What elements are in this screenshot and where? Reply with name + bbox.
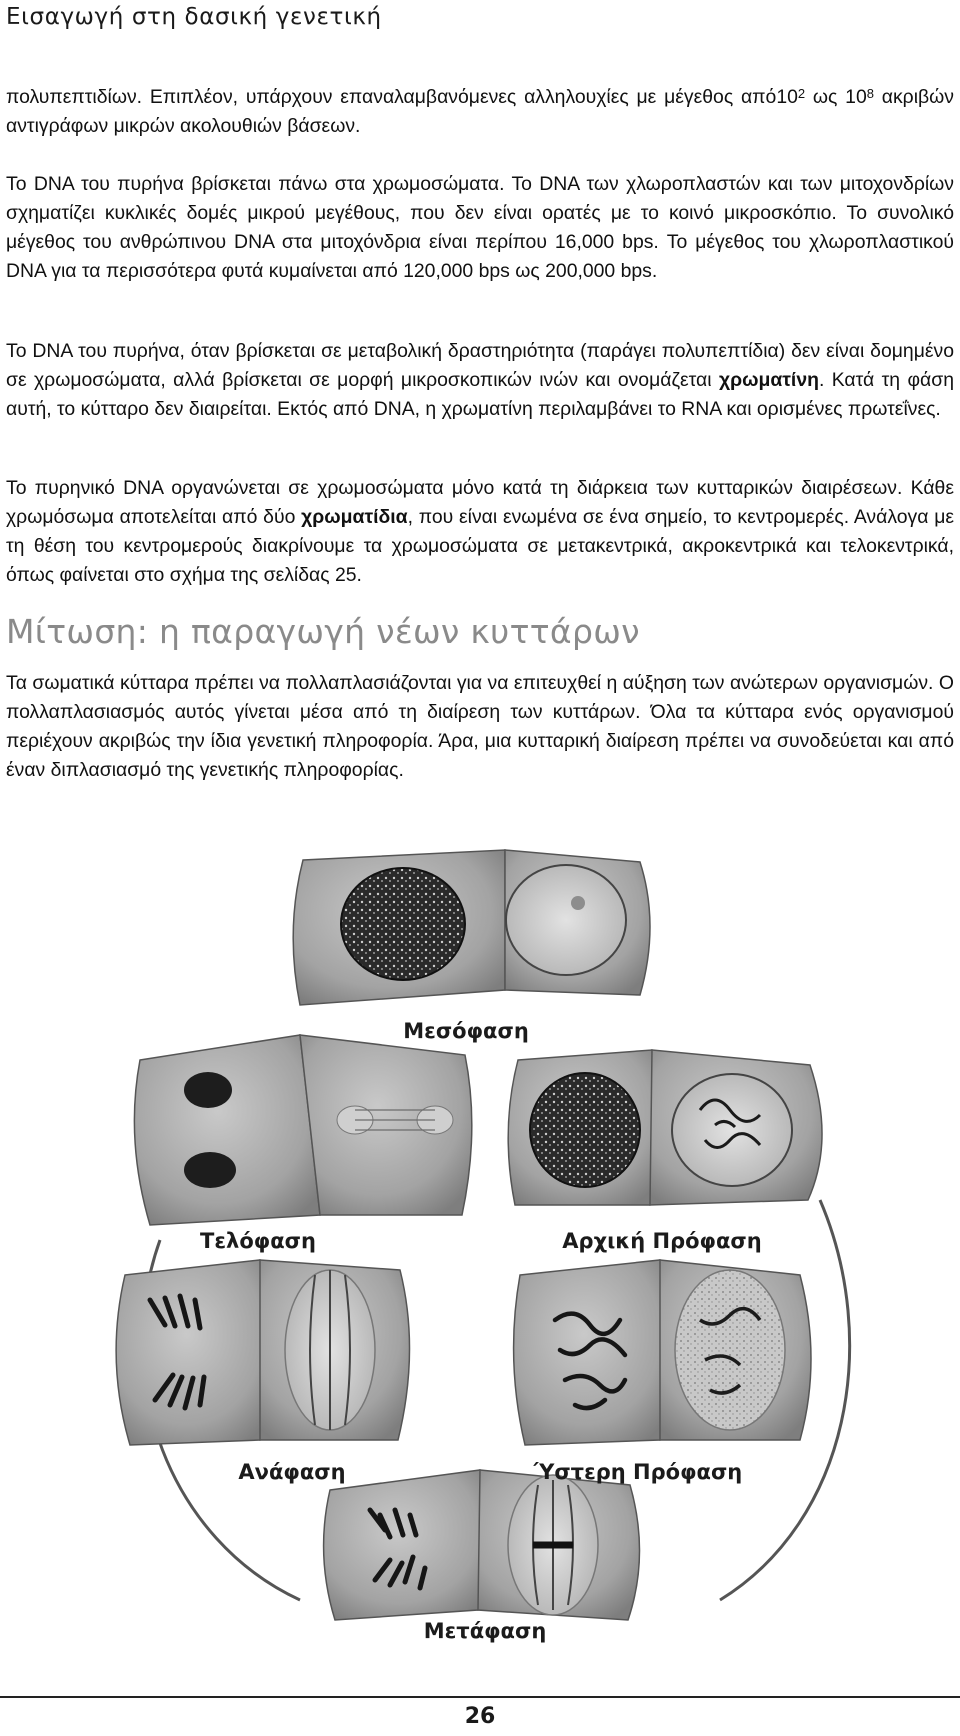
term-chromatin: χρωματίνη <box>718 369 819 391</box>
label-metaphase: Μετάφαση <box>423 1619 547 1643</box>
footer-rule <box>0 1696 960 1698</box>
mitosis-figure <box>0 820 960 1650</box>
exponent: 8 <box>866 86 874 101</box>
paragraph-repetitive-sequences: πολυπεπτιδίων. Επιπλέον, υπάρχουν επαναλαμβανόμενες αλληλουχίες με μέγεθος $\alpha\pi ό10^2$ ως $10^8$ ακριβών αντιγράφων μικρών ακολουθιών βάσεων. <box>6 86 954 137</box>
term-chromatids: χρωματίδια <box>301 506 408 528</box>
page-number: 26 <box>464 1704 496 1729</box>
interphase-cells <box>293 850 650 1005</box>
paragraph-mitosis-intro: Τα σωματικά κύτταρα πρέπει να πολλαπλασιάζονται για να επιτευχθεί η αύξηση των ανώτερων οργανισμών. Ο πολλαπλασιασμός αυτός γίνεται μέσα από τη διαίρεση των κυττάρων. Όλα τα κύτταρα ενός οργανισμού περιέχουν ακριβώς την ίδια γενετική πληροφορία. Άρα, μια κυτταρική διαίρεση πρέπει να συνοδεύεται και από έναν διπλασιασμό της γενετικής πληροφορίας. <box>6 672 954 781</box>
label-anaphase: Ανάφαση <box>238 1460 346 1484</box>
metaphase-cells <box>324 1470 640 1620</box>
late-prophase-cells <box>514 1260 811 1445</box>
paragraph-chromosomes: Το πυρηνικό DNA οργανώνεται σε χρωμοσώματα μόνο κατά τη διάρκεια των κυτταρικών διαιρέσεων. Κάθε χρωμόσωμα αποτελείται από δύο χρωματίδια, που είναι ενωμένα σε ένα σημείο, το κεντρομερές. Ανάλογα με τη θέση του κεντρομερούς διακρίνουμε τα χρωμοσώματα σε μετακεντρικά, ακροκεντρικά και τελοκεντρικά, όπως φαίνεται στο σχήμα της σελίδας 25. <box>6 477 955 586</box>
early-prophase-cells <box>508 1050 822 1205</box>
paragraph-organelle-dna: Το DNA του πυρήνα βρίσκεται πάνω στα χρωμοσώματα. Το DNA των χλωροπλαστών και των μιτοχονδρίων σχηματίζει κυκλικές δομές μικρού μεγέθους, που δεν είναι ορατές με το κοινό μικροσκόπιο. Το συνολικό μέγεθος του ανθρώπινου DNA στα μιτοχόνδρια είναι περίπου 16,000 bps. Το μέγεθος του χλωροπλαστικού DNA για τα περισσότερα φυτά κυμαίνεται από 120,000 bps ως 200,000 bps. <box>6 173 954 282</box>
exponent: 2 <box>797 86 806 101</box>
anaphase-cells <box>116 1260 409 1445</box>
telophase-cells <box>134 1035 471 1225</box>
label-telophase: Τελόφαση <box>200 1229 316 1253</box>
label-early-prophase: Αρχική Πρόφαση <box>562 1229 762 1253</box>
section-heading-mitosis: Μίτωση: η παραγωγή νέων κυττάρων <box>6 612 640 651</box>
paragraph-chromatin: Το DNA του πυρήνα, όταν βρίσκεται σε μεταβολική δραστηριότητα (παράγει πολυπεπτίδια) δεν είναι δομημένο σε χρωμοσώματα, αλλά βρίσκεται σε μορφή μικροσκοπικών ινών και ονομάζεται χρωματίνη. Κατά τη φάση αυτή, το κύτταρο δεν διαιρείται. Εκτός από DNA, η χρωματίνη περιλαμβάνει το RNA και ορισμένες πρωτεΐνες. <box>6 340 954 420</box>
label-late-prophase: Ύστερη Πρόφαση <box>533 1460 743 1484</box>
running-header: Εισαγωγή στη δασική γενετική <box>6 4 382 30</box>
label-interphase: Μεσόφαση <box>403 1019 529 1043</box>
